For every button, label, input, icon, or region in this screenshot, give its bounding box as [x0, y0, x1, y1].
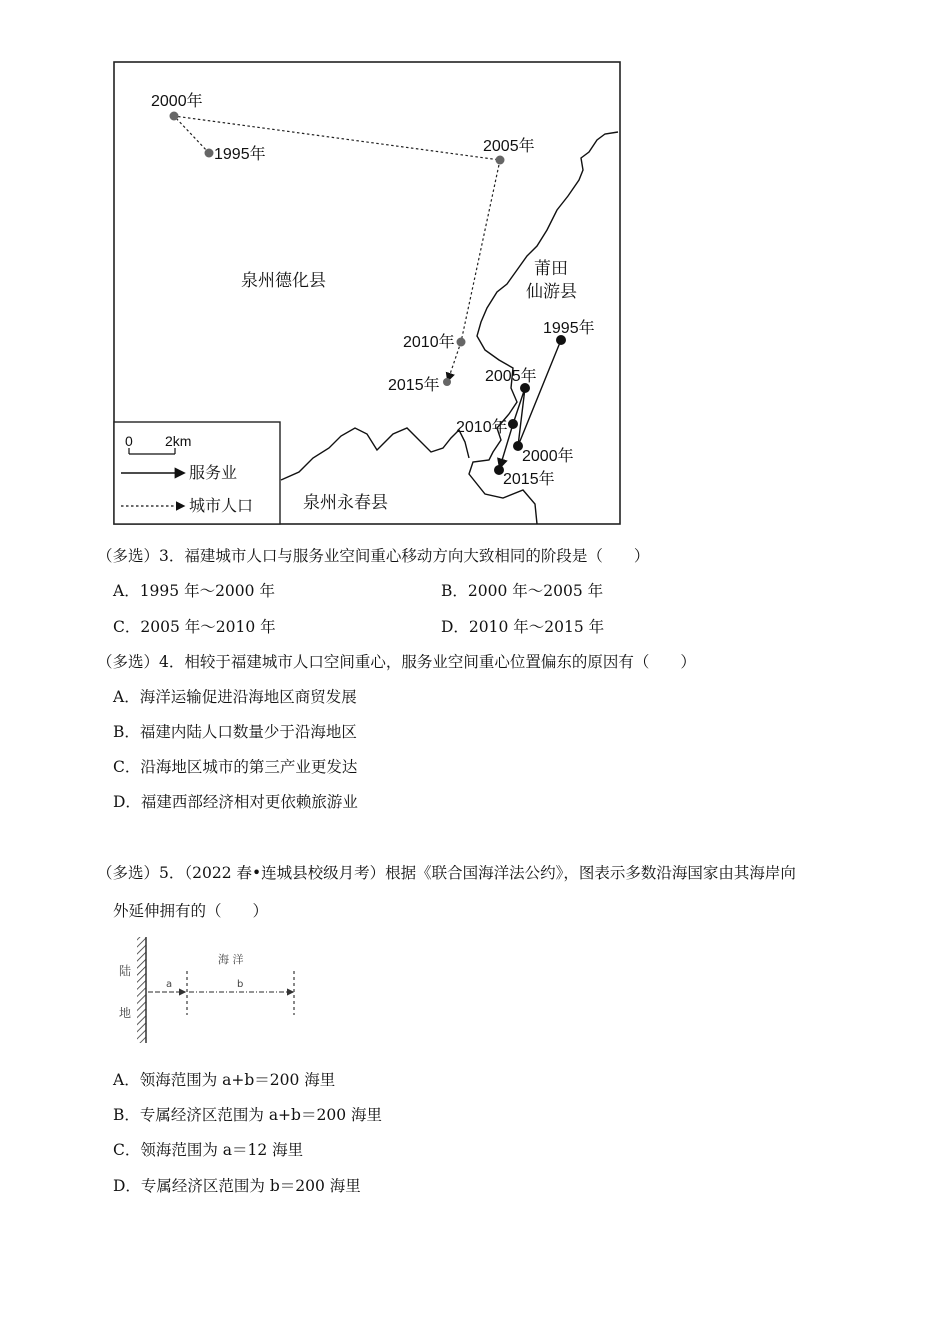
question-4-option-a[interactable]: A．海洋运输促进沿海地区商贸发展: [113, 688, 357, 706]
population-point: [496, 156, 505, 165]
question-5-option-a[interactable]: A．领海范围为 a+b＝200 海里: [113, 1071, 336, 1089]
legend-population-label: 城市人口: [189, 498, 254, 515]
question-5-stem-line1: （多选）5．（2022 春•连城县校级月考）根据《联合国海洋法公约》，图表示多数沿海国家由其海岸向: [97, 864, 796, 882]
population-label-2000: 2000年: [151, 93, 203, 110]
population-label-2005: 2005年: [483, 138, 535, 155]
land-label-bottom: 地: [119, 1006, 132, 1020]
service-label-2000: 2000年: [522, 448, 574, 465]
question-5-option-b[interactable]: B．专属经济区范围为 a+b＝200 海里: [113, 1106, 382, 1124]
service-path: [513, 340, 561, 446]
population-point: [205, 149, 214, 158]
population-point: [170, 112, 179, 121]
question-3-stem: （多选）3．福建城市人口与服务业空间重心移动方向大致相同的阶段是（ ）: [97, 547, 650, 565]
question-4-option-d[interactable]: D．福建西部经济相对更依赖旅游业: [113, 793, 358, 811]
question-4-stem: （多选）4．相较于福建城市人口空间重心，服务业空间重心位置偏东的原因有（ ）: [97, 653, 696, 671]
gravity-center-map: [113, 60, 623, 526]
question-5-option-d[interactable]: D．专属经济区范围为 b＝200 海里: [113, 1177, 361, 1195]
population-label-2015: 2015年: [388, 377, 440, 394]
population-point: [457, 338, 466, 347]
zone-a-label: a: [166, 979, 173, 990]
question-5-stem-line2: 外延伸拥有的（ ）: [113, 902, 269, 920]
population-label-1995: 1995年: [214, 146, 266, 163]
question-4-option-b[interactable]: B．福建内陆人口数量少于沿海地区: [113, 723, 357, 741]
coast-hatch: [137, 937, 146, 1043]
service-point: [508, 419, 518, 429]
service-label-2005: 2005年: [485, 368, 537, 385]
question-3-option-c[interactable]: C．2005 年～2010 年: [113, 618, 276, 636]
service-label-2015: 2015年: [503, 471, 555, 488]
zone-b-label: b: [237, 979, 244, 990]
region-putian-line1: 莆田: [534, 259, 568, 278]
question-3-option-a[interactable]: A．1995 年～2000 年: [113, 582, 275, 600]
population-point: [443, 378, 451, 386]
question-5-option-c[interactable]: C．领海范围为 a＝12 海里: [113, 1141, 304, 1159]
region-yongchun: 泉州永春县: [303, 493, 388, 512]
question-4-option-c[interactable]: C．沿海地区城市的第三产业更发达: [113, 758, 358, 776]
sea-zone-figure: [113, 935, 303, 1047]
legend-service-label: 服务业: [189, 465, 238, 482]
population-label-2010: 2010年: [403, 334, 455, 351]
boundary-yongchun: [281, 428, 469, 480]
question-3-option-d[interactable]: D．2010 年～2015 年: [441, 618, 605, 636]
region-putian-line2: 仙游县: [526, 282, 577, 301]
ocean-label: 海 洋: [218, 953, 244, 966]
service-label-1995: 1995年: [543, 320, 595, 337]
land-label-top: 陆: [119, 964, 132, 978]
region-dehua: 泉州德化县: [241, 271, 326, 290]
scale-zero: 0: [125, 433, 133, 449]
scale-km: 2km: [165, 433, 192, 449]
question-3-option-b[interactable]: B．2000 年～2005 年: [441, 582, 604, 600]
service-label-2010: 2010年: [456, 419, 508, 436]
